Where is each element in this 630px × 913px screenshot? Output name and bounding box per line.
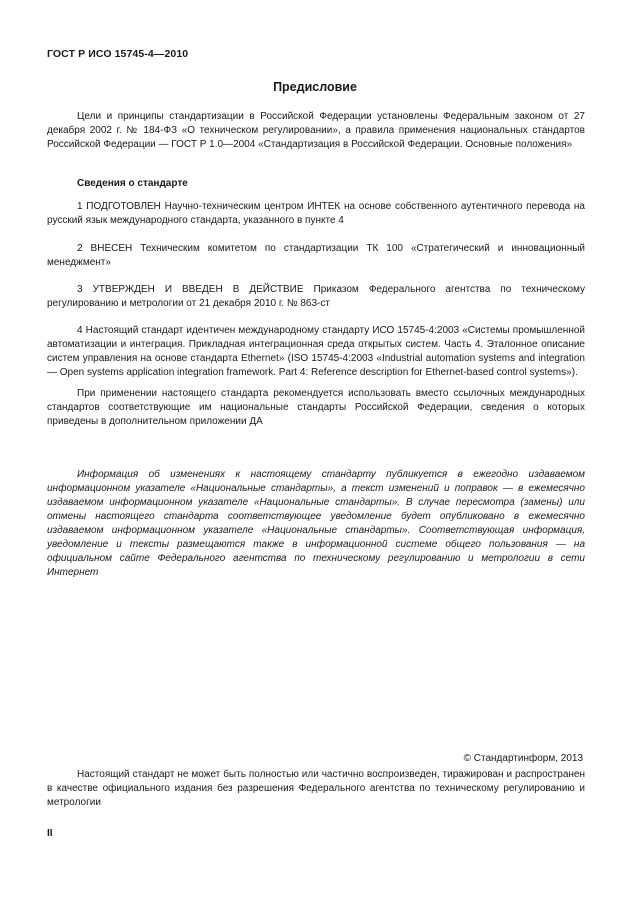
standard-info-item-2: 2 ВНЕСЕН Техническим комитетом по стандартизации ТК 100 «Стратегический и инновационный менеджмент» (47, 243, 585, 268)
standard-info-item-4: 4 Настоящий стандарт идентичен международному стандарту ИСО 15745-4:2003 «Системы промышленной автоматизации и интеграция. Прикладная интеграционная среда открытых систем. Часть 4. Эталонное описание систем управления на основе стандарта Ethernet» (ISO 15745-4:2003 «Industrial automation systems and integration — Open systems application integration framework. Part 4: Reference description for Ethernet-based control systems»). (47, 325, 585, 378)
document-code: ГОСТ Р ИСО 15745-4—2010 (47, 48, 189, 60)
intro-paragraph: Цели и принципы стандартизации в Российской Федерации установлены Федеральным законом от 27 декабря 2002 г. № 184-ФЗ «О техническом регулировании», а правила применения национальных стандартов Российской Федерации — ГОСТ Р 1.0—2004 «Стандартизация в Российской Федерации. Основные положения» (47, 111, 585, 150)
changes-info-paragraph: Информация об изменениях к настоящему стандарту публикуется в ежегодно издаваемом информационном указателе «Национальные стандарты», а текст изменений и поправок — в ежемесячно издаваемом информационном указателе «Национальные стандарты». В случае пересмотра (замены) или отмены настоящего стандарта соответствующее уведомление будет опубликовано в ежемесячно издаваемом информационном указателе «Национальные стандарты». Соответствующая информация, уведомление и тексты размещаются также в информационной системе общего пользования — на официальном сайте Федерального агентства по техническому регулированию и метрологии в сети Интернет (47, 469, 585, 578)
copyright-notice: © Стандартинформ, 2013 (463, 753, 583, 764)
standard-info-item-1: 1 ПОДГОТОВЛЕН Научно-техническим центром ИНТЕК на основе собственного аутентичного перевода на русский язык международного стандарта, указанного в пункте 4 (47, 201, 585, 226)
reproduction-notice: Настоящий стандарт не может быть полностью или частично воспроизведен, тиражирован и распространен в качестве официального издания без разрешения Федерального агентства по техническому регулированию и метрологии (47, 769, 585, 808)
standard-info-note: При применении настоящего стандарта рекомендуется использовать вместо ссылочных международных стандартов соответствующие им национальные стандарты Российской Федерации, сведения о которых приведены в дополнительном приложении ДА (47, 388, 585, 427)
standard-info-item-3: 3 УТВЕРЖДЕН И ВВЕДЕН В ДЕЙСТВИЕ Приказом Федерального агентства по техническому регулированию и метрологии от 21 декабря 2010 г. № 863-ст (47, 284, 585, 309)
standard-info-heading: Сведения о стандарте (77, 178, 188, 189)
page-title: Предисловие (273, 80, 357, 94)
page-number: II (47, 828, 53, 839)
